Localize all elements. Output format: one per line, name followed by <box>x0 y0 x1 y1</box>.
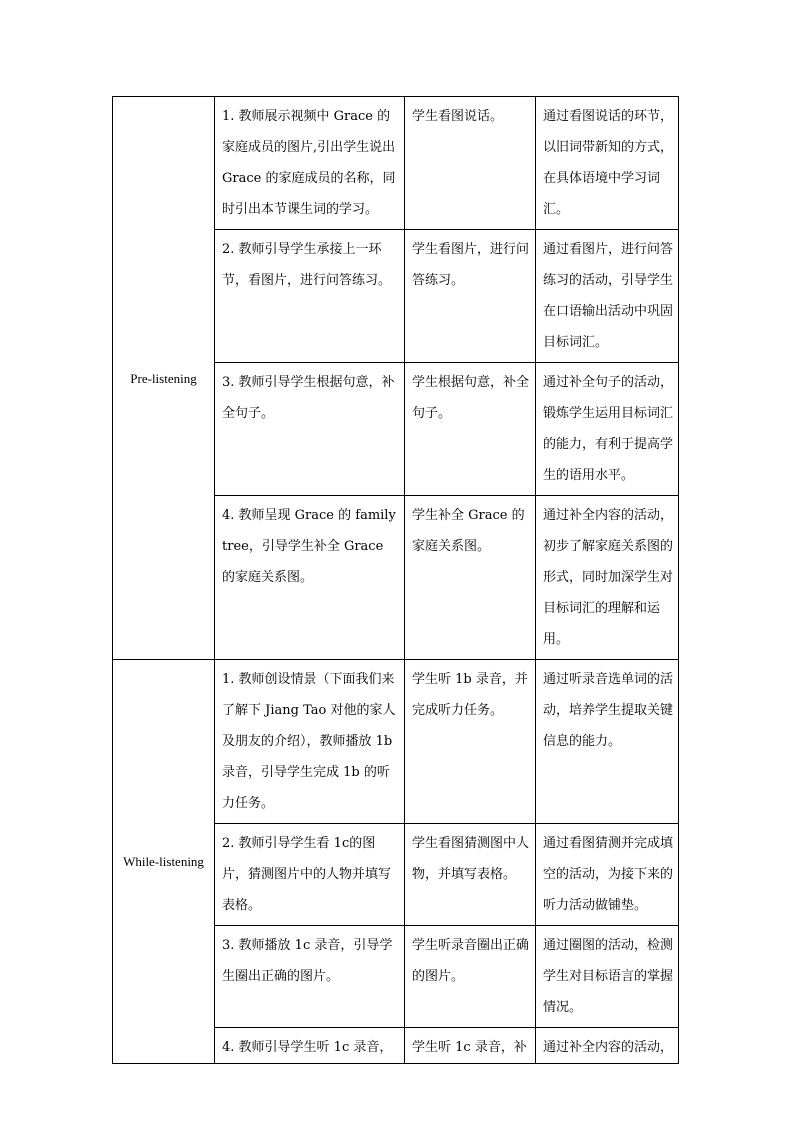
teacher-activity-cell: 2. 教师引导学生看 1c的图片，猜测图片中的人物并填写表格。 <box>215 824 405 926</box>
design-purpose-cell: 通过补全句子的活动，锻炼学生运用目标词汇的能力，有利于提高学生的语用水平。 <box>536 363 679 496</box>
teacher-activity-cell: 1. 教师创设情景（下面我们来了解下 Jiang Tao 对他的家人及朋友的介绍），教师播放 1b 录音，引导学生完成 1b 的听力任务。 <box>215 660 405 824</box>
teacher-activity-cell: 3. 教师播放 1c 录音，引导学生圈出正确的图片。 <box>215 926 405 1028</box>
stage-cell-while-listening: While-listening <box>113 660 215 1064</box>
table-row <box>113 660 679 824</box>
lesson-plan-table <box>112 96 679 1064</box>
student-activity-cell: 学生看图说话。 <box>405 97 536 230</box>
student-activity-cell: 学生看图片，进行问答练习。 <box>405 230 536 363</box>
teacher-activity-cell: 4. 教师呈现 Grace 的 family tree，引导学生补全 Grace 的家庭关系图。 <box>215 496 405 660</box>
teacher-activity-cell: 4. 教师引导学生听 1c 录音， <box>215 1028 405 1064</box>
teacher-activity-cell: 3. 教师引导学生根据句意，补全句子。 <box>215 363 405 496</box>
design-purpose-cell: 通过看图说话的环节，以旧词带新知的方式，在具体语境中学习词汇。 <box>536 97 679 230</box>
student-activity-cell: 学生听 1c 录音，补 <box>405 1028 536 1064</box>
student-activity-cell: 学生听 1b 录音，并完成听力任务。 <box>405 660 536 824</box>
design-purpose-cell: 通过圈图的活动，检测学生对目标语言的掌握情况。 <box>536 926 679 1028</box>
design-purpose-cell: 通过听录音选单词的活动，培养学生提取关键信息的能力。 <box>536 660 679 824</box>
student-activity-cell: 学生听录音圈出正确的图片。 <box>405 926 536 1028</box>
design-purpose-cell: 通过补全内容的活动，初步了解家庭关系图的形式，同时加深学生对目标词汇的理解和运用。 <box>536 496 679 660</box>
design-purpose-cell: 通过补全内容的活动， <box>536 1028 679 1064</box>
student-activity-cell: 学生根据句意，补全句子。 <box>405 363 536 496</box>
student-activity-cell: 学生看图猜测图中人物，并填写表格。 <box>405 824 536 926</box>
teacher-activity-cell: 1. 教师展示视频中 Grace 的家庭成员的图片,引出学生说出 Grace 的家庭成员的名称，同时引出本节课生词的学习。 <box>215 97 405 230</box>
teacher-activity-cell: 2. 教师引导学生承接上一环节，看图片，进行问答练习。 <box>215 230 405 363</box>
design-purpose-cell: 通过看图片，进行问答练习的活动，引导学生在口语输出活动中巩固目标词汇。 <box>536 230 679 363</box>
design-purpose-cell: 通过看图猜测并完成填空的活动，为接下来的听力活动做铺垫。 <box>536 824 679 926</box>
student-activity-cell: 学生补全 Grace 的家庭关系图。 <box>405 496 536 660</box>
stage-cell-pre-listening: Pre-listening <box>113 97 215 660</box>
table-row <box>113 97 679 230</box>
